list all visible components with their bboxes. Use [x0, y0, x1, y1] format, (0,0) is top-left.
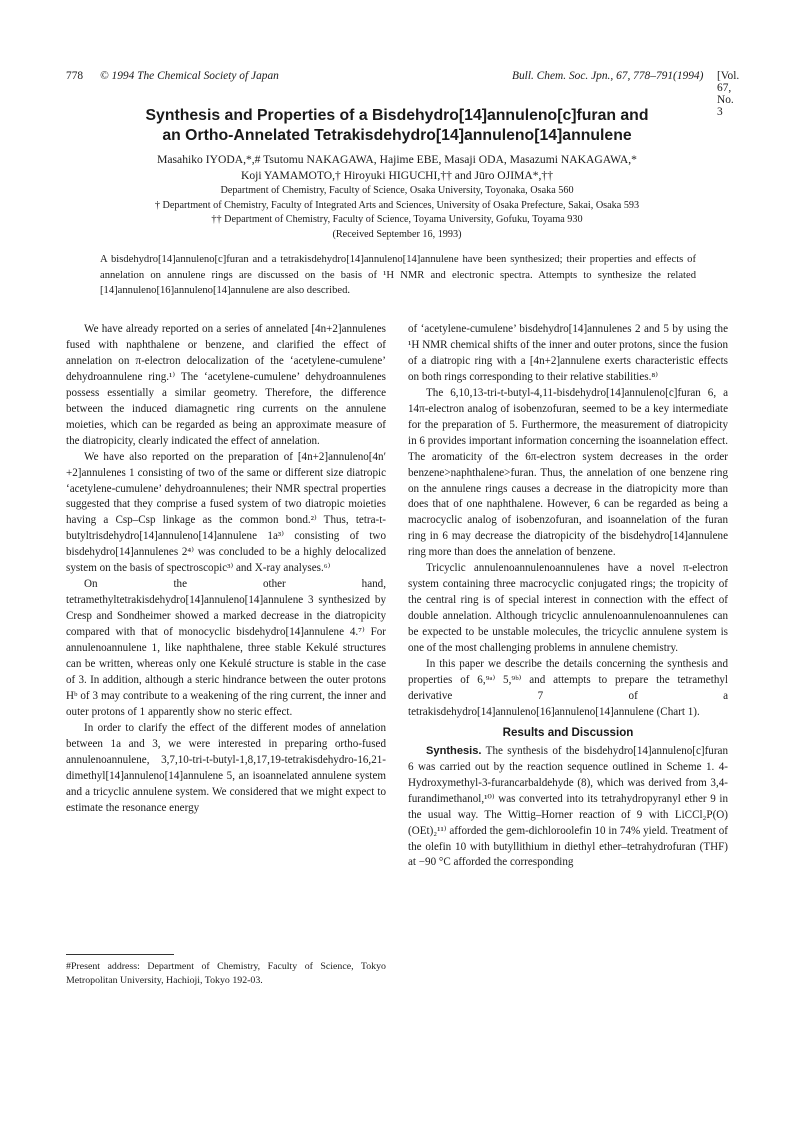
left-column [66, 322, 386, 817]
paragraph: We have also reported on the preparation of [4n+2]annuleno[4n′+2]annulenes 1 consisting of two of the same or different size diatropic ‘acetylene-cumulene’ dehydroannulenes; their NMR spectral properties suggested that they comprise a fused system of two diatropic moieties having a Csp–Csp linkage as the common bond.²⁾ Thus, tetra-t-butyltrisdehydro[14]annuleno[14]annulene 1a³⁾ consisting of two bisdehydro[14]annulenes 2⁴⁾ was concluded to be a highly delocalized system on the basis of spectroscopic³⁾ and X-ray analyses.⁶⁾ [66, 450, 386, 575]
affiliation-1: Department of Chemistry, Faculty of Science, Osaka University, Toyonaka, Osaka 560 [220, 185, 574, 196]
paragraph: The 6,10,13-tri-t-butyl-4,11-bisdehydro[14]annuleno[c]furan 6, a 14π-electron analog of isobenzofuran, seemed to be a key intermediate for the preparation of 5. Furthermore, the measurement of diatropicity in 6 provides important information concerning the isoannelation effect. The aromaticity of the 6π-electron system decreases in the order benzene>naphthalene>furan. Thus, the annelation of one benzene ring on the annulene rings causes a decrease in the diatropicity more than does that of one naphthalene. However, 6 can be regarded as being a macrocyclic analog of isobenzofuran, and isoannelation of the furan ring in 6 may decrease the diatropicity of the bisdehydro[14]annulene ring more than does the annelation of benzene. [408, 386, 728, 559]
received-date: (Received September 16, 1993) [332, 228, 462, 240]
article-title [66, 106, 728, 146]
paragraph: We have already reported on a series of annelated [4n+2]annulenes fused with naphthalene or benzene, and clarified the effect of annelation on π-electron delocalization of the ‘acetylene-cumulene’ dehydroannulene ring.¹⁾ The ‘acetylene-cumulene’ dehydroannulenes possess essentially a similar geometry. Therefore, the difference between the induced diamagnetic ring currents on the annulene moieties, which can be regarded as being an approximate measure of the diatropicity, clearly indicated the effect of annelation. [66, 323, 386, 447]
author-list [66, 152, 728, 184]
paragraph: Tricyclic annulenoannulenoannulenes have a novel π-electron system containing three macrocyclic conjugated rings; the tropicity of the central ring is of special interest in connection with the effect of double annelation. Although tricyclic annulenoannulenoannulenes can be expected to be unstable molecules, the tricyclic annulene system is one of the most challenging problems in annulene chemistry. [408, 562, 728, 655]
page-number: 778 [66, 70, 84, 82]
paragraph-synthesis [408, 744, 728, 872]
title-line-2: an Ortho-Annelated Tetrakisdehydro[14]annuleno[14]annulene [162, 127, 632, 144]
title-line-1: Synthesis and Properties of a Bisdehydro[14]annuleno[c]furan and [145, 107, 649, 124]
paragraph-text: The synthesis of the bisdehydro[14]annuleno[c]furan 6 was carried out by the reaction sequence outlined in Scheme 1. 4-Hydroxymethyl-3-furancarbaldehyde (8), which was derived from 3,4-furandimethanol,¹⁰⁾ was converted into its tetrahydropyranyl ether 9 in the usual way. The Wittig–Horner reaction of 9 with LiCCl₂P(O)(OEt)₂¹¹⁾ afforded the gem-dichloroolefin 10 in 74% yield. Treatment of the olefin 10 with butyllithium in diethyl ether–tetrahydrofuran (THF) at −90 °C afforded the corresponding [408, 744, 729, 869]
affiliations [66, 184, 728, 242]
affiliation-3: †† Department of Chemistry, Faculty of Science, Toyama University, Gofuku, Toyama 930 [211, 214, 583, 225]
copyright-line: © 1994 The Chemical Society of Japan [100, 70, 279, 82]
volume-info: [Vol. 67, No. 3 [717, 70, 740, 118]
paragraph: In this paper we describe the details concerning the synthesis and properties of 6,⁹ᵃ⁾ 5,⁹ᵇ⁾ and attempts to prepare the tetramethyl derivative 7 of a tetrakisdehydro[14]annuleno[16]annuleno[14]annulene (Chart 1). [408, 658, 728, 718]
section-heading: Results and Discussion [502, 725, 634, 739]
paragraph: In order to clarify the effect of the different modes of annelation between 1a and 3, we were interested in preparing ortho-fused annulenoannulene, 3,7,10-tri-t-butyl-1,8,17,19-tetrakisdehydro-16,21-dimethyl[14]annuleno[14]annulene 5, an isoannelated annulene system and a tricyclic annulene system. We considered that we might expect to estimate the resonance energy [66, 721, 386, 814]
footnote-rule [66, 954, 174, 955]
right-column [408, 322, 728, 871]
paragraph: On the other hand, tetramethyltetrakisdehydro[14]annuleno[14]annulene 3 synthesized by Cresp and Sondheimer showed a marked decrease in the diatropicity compared with that of monocyclic bisdehydro[14]annulene 4.⁷⁾ For annulenoannulene 1, like naphthalene, three stable Kekulé structures can be written, whereas only one Kekulé structure is stable in the case of 3. In addition, although a steric hindrance between the outer protons Hᵇ of 3 may contribute to a weakening of the ring current, the inner and outer protons of 1 apparently show no steric effect. [66, 578, 386, 718]
authors-line-1: Masahiko IYODA,*,# Tsutomu NAKAGAWA, Hajime EBE, Masaji ODA, Masazumi NAKAGAWA,* [157, 153, 637, 166]
footnote: #Present address: Department of Chemistry, Faculty of Science, Tokyo Metropolitan University, Hachioji, Tokyo 192-03. [66, 961, 386, 986]
journal-citation: Bull. Chem. Soc. Jpn., 67, 778–791(1994) [512, 70, 704, 82]
authors-line-2: Koji YAMAMOTO,† Hiroyuki HIGUCHI,†† and Jūro OJIMA*,†† [240, 169, 554, 182]
paragraph: of ‘acetylene-cumulene’ bisdehydro[14]annulenes 2 and 5 by using the ¹H NMR chemical shifts of the inner and outer protons, since the fusion of a diatropic ring with a [4n+2]annulene exerts characteristic effects on both rings corresponding to their relative stabilities.⁸⁾ [408, 323, 728, 383]
abstract: A bisdehydro[14]annuleno[c]furan and a tetrakisdehydro[14]annuleno[14]annulene have been synthesized; their properties and effects of annelation on annulene rings are discussed on the basis of ¹H NMR and electronic spectra. Attempts to synthesize the related [14]annuleno[16]annuleno[14]annulene are also described. [100, 254, 696, 297]
paragraph-lead: Synthesis. [426, 744, 482, 757]
affiliation-2: † Department of Chemistry, Faculty of Integrated Arts and Sciences, University of Osaka Prefecture, Sakai, Osaka 593 [154, 199, 640, 211]
